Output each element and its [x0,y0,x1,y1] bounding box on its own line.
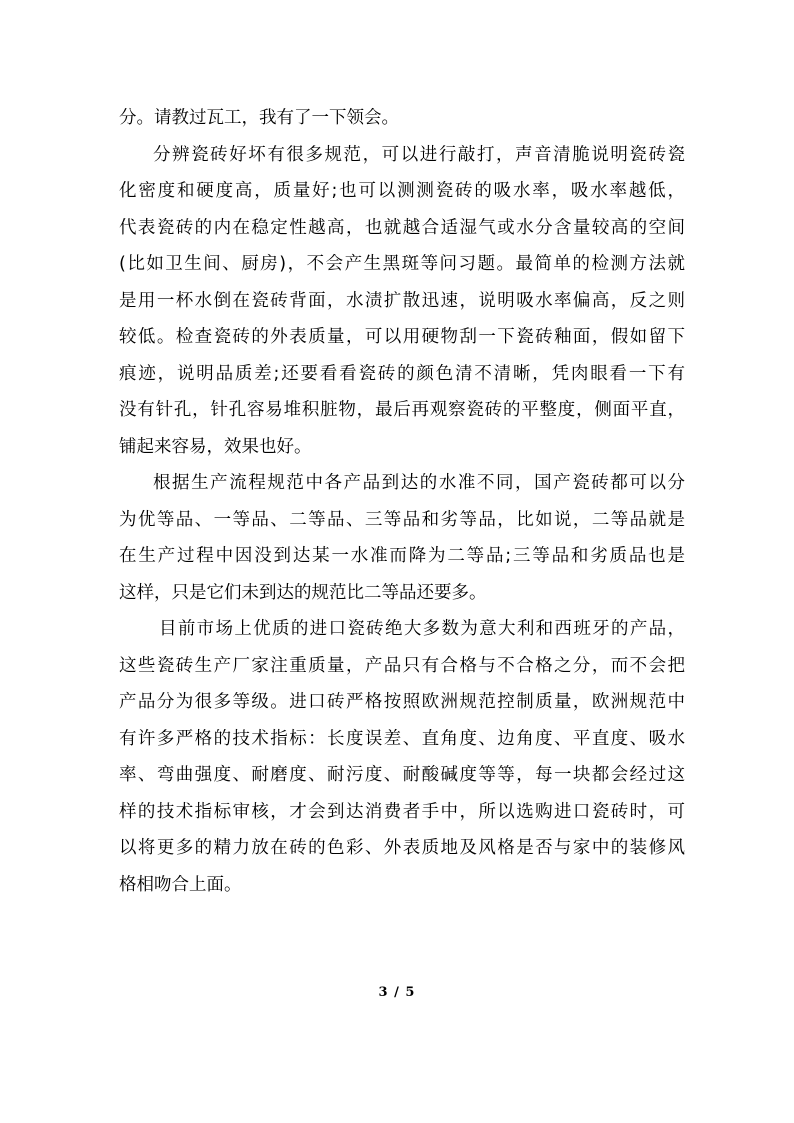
text-line: 样的技术指标审核，才会到达消费者手中，所以选购进口瓷砖时，可 [119,801,685,822]
text-line: 铺起来容易，效果也好。 [119,436,312,457]
text-line: 分。请教过瓦工，我有了一下领会。 [119,108,399,128]
text-line: 格相吻合上面。 [119,874,242,895]
text-line: 这样，只是它们未到达的规范比二等品还要多。 [119,582,487,603]
text-line: 为优等品、一等品、二等品、三等品和劣等品，比如说，二等品就是 [119,509,685,530]
text-line: 以将更多的精力放在砖的色彩、外表质地及风格是否与家中的装修风 [119,838,685,858]
text-line: (比如卫生间、厨房)，不会产生黑斑等问习题。最简单的检测方法就 [119,254,685,274]
text-line: 在生产过程中因没到达某一水准而降为二等品;三等品和劣质品也是 [119,546,685,566]
text-line: 代表瓷砖的内在稳定性越高，也就越合适湿气或水分含量较高的空间 [119,217,685,238]
text-line: 目前市场上优质的进口瓷砖绝大多数为意大利和西班牙的产品， [159,619,685,639]
text-line: 分辨瓷砖好坏有很多规范，可以进行敲打，声音清脆说明瓷砖瓷 [153,144,685,165]
text-line: 化密度和硬度高，质量好;也可以测测瓷砖的吸水率，吸水率越低， [119,181,685,201]
text-line: 率、弯曲强度、耐磨度、耐污度、耐酸碱度等等，每一块都会经过这 [119,765,685,785]
text-line: 产品分为很多等级。进口砖严格按照欧洲规范控制质量，欧洲规范中 [119,692,685,712]
text-line: 痕迹，说明品质差;还要看看瓷砖的颜色清不清晰，凭肉眼看一下有 [119,363,685,384]
text-line: 这些瓷砖生产厂家注重质量，产品只有合格与不合格之分，而不会把 [119,655,685,676]
document-body [119,100,685,903]
text-line: 是用一杯水倒在瓷砖背面，水渍扩散迅速，说明吸水率偏高，反之则 [119,290,685,311]
text-line: 没有针孔，针孔容易堆积脏物，最后再观察瓷砖的平整度，侧面平直， [119,400,685,420]
text-line: 有许多严格的技术指标：长度误差、直角度、边角度、平直度、吸水 [119,728,685,749]
text-line: 较低。检查瓷砖的外表质量，可以用硬物刮一下瓷砖釉面，假如留下 [119,327,685,347]
page-number: 3 / 5 [378,985,416,1000]
text-line: 根据生产流程规范中各产品到达的水准不同，国产瓷砖都可以分 [153,473,685,493]
